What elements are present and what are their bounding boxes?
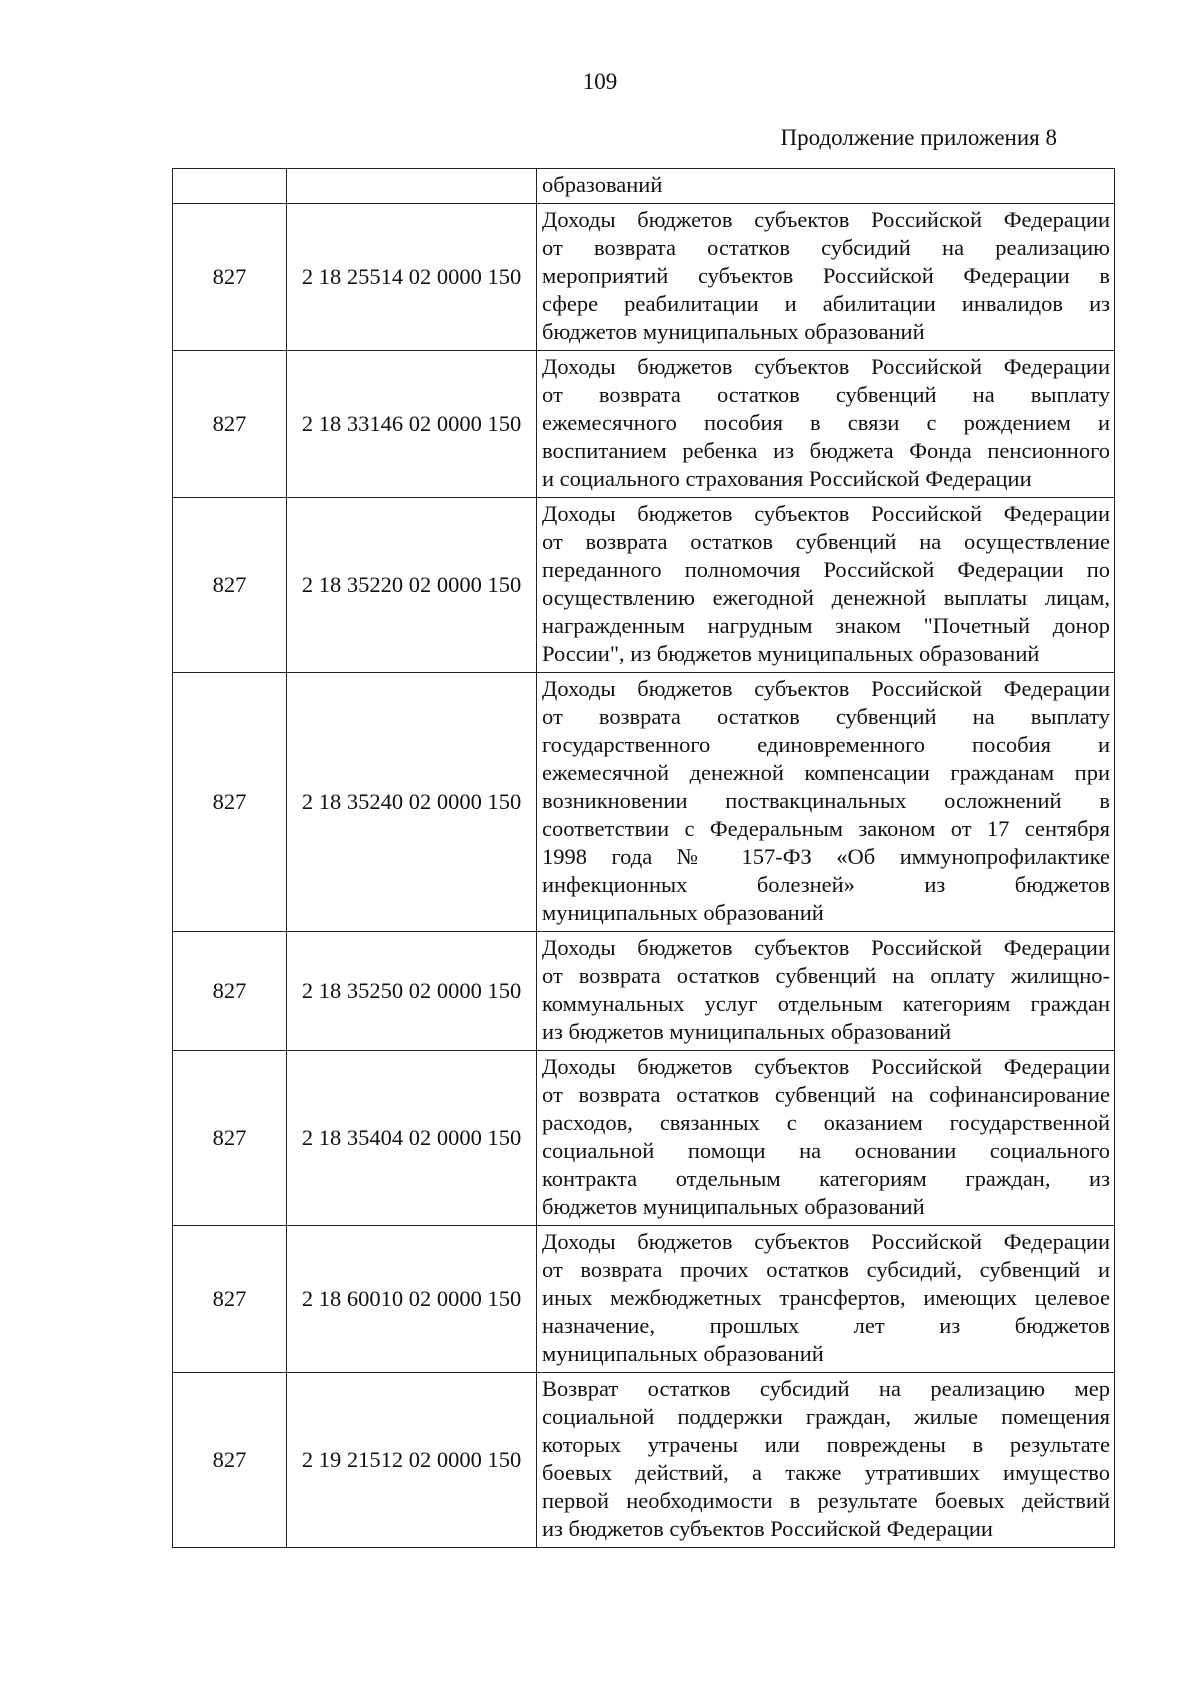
appendix-note: Продолжение приложения 8: [780, 125, 1057, 150]
admin-code-cell: 827: [173, 1051, 287, 1226]
revenue-description-cell: [537, 351, 1115, 498]
description-line: которых утрачены или повреждены в результате: [542, 1432, 1110, 1457]
description-line: Доходы бюджетов субъектов Российской Федерации: [542, 207, 1110, 232]
budget-classification-code-cell: 2 18 25514 02 0000 150: [287, 204, 537, 351]
description-line: ежемесячной денежной компенсации гражданам при: [542, 760, 1110, 785]
description-line: от возврата остатков субвенций на софинансирование: [542, 1082, 1110, 1107]
description-line: Доходы бюджетов субъектов Российской Федерации: [542, 354, 1110, 379]
budget-classification-code-cell: 2 18 35404 02 0000 150: [287, 1051, 537, 1226]
revenue-description-cell: [537, 169, 1115, 204]
revenue-description-cell: [537, 1051, 1115, 1226]
description-line: Доходы бюджетов субъектов Российской Федерации: [542, 676, 1110, 701]
description-line: первой необходимости в результате боевых действий: [542, 1488, 1110, 1513]
budget-classification-code-cell: 2 18 35250 02 0000 150: [287, 932, 537, 1051]
description-line: контракта отдельным категориям граждан, из: [542, 1166, 1110, 1191]
description-line: образований: [542, 172, 663, 197]
description-line: назначение, прошлых лет из бюджетов: [542, 1313, 1110, 1338]
budget-classification-code-cell: 2 18 35220 02 0000 150: [287, 498, 537, 673]
admin-code-cell: [173, 169, 287, 204]
description-line: из бюджетов муниципальных образований: [542, 1019, 952, 1044]
table-body: [173, 169, 1115, 1548]
description-line: от возврата остатков субвенций на выплату: [542, 704, 1110, 729]
description-line: награжденным нагрудным знаком "Почетный донор: [542, 613, 1110, 638]
description-line: коммунальных услуг отдельным категориям граждан: [542, 991, 1110, 1016]
revenue-description-cell: [537, 932, 1115, 1051]
description-line: из бюджетов субъектов Российской Федерации: [542, 1516, 993, 1541]
description-line: иных межбюджетных трансфертов, имеющих целевое: [542, 1285, 1110, 1310]
table-row: [173, 1226, 1115, 1373]
budget-classification-code-cell: 2 18 60010 02 0000 150: [287, 1226, 537, 1373]
description-line: муниципальных образований: [542, 1341, 824, 1366]
description-line: расходов, связанных с оказанием государственной: [542, 1110, 1110, 1135]
budget-classification-code-cell: 2 18 33146 02 0000 150: [287, 351, 537, 498]
budget-classification-code-cell: 2 19 21512 02 0000 150: [287, 1373, 537, 1548]
description-line: мероприятий субъектов Российской Федерации в: [542, 263, 1110, 288]
description-line: осуществлению ежегодной денежной выплаты лицам,: [542, 585, 1110, 610]
revenue-description-cell: [537, 1226, 1115, 1373]
table-row: [173, 351, 1115, 498]
description-line: социальной помощи на основании социального: [542, 1138, 1110, 1163]
admin-code-cell: 827: [173, 1226, 287, 1373]
admin-code-cell: 827: [173, 673, 287, 932]
description-line: и социального страхования Российской Федерации: [542, 466, 1032, 491]
description-line: инфекционных болезней» из бюджетов: [542, 872, 1110, 897]
description-line: Доходы бюджетов субъектов Российской Федерации: [542, 1229, 1110, 1254]
description-line: от возврата прочих остатков субсидий, субвенций и: [542, 1257, 1110, 1282]
revenue-description-cell: [537, 204, 1115, 351]
revenue-description-cell: [537, 1373, 1115, 1548]
description-line: от возврата остатков субсидий на реализацию: [542, 235, 1110, 260]
revenue-description-cell: [537, 673, 1115, 932]
admin-code-cell: 827: [173, 498, 287, 673]
table-row: [173, 169, 1115, 204]
description-line: Доходы бюджетов субъектов Российской Федерации: [542, 501, 1110, 526]
table-row: [173, 673, 1115, 932]
description-line: от возврата остатков субвенций на выплату: [542, 382, 1110, 407]
description-line: бюджетов муниципальных образований: [542, 319, 925, 344]
description-line: ежемесячного пособия в связи с рождением и: [542, 410, 1110, 435]
description-line: воспитанием ребенка из бюджета Фонда пенсионного: [542, 438, 1110, 463]
description-line: бюджетов муниципальных образований: [542, 1194, 925, 1219]
table-row: [173, 932, 1115, 1051]
description-line: социальной поддержки граждан, жилые помещения: [542, 1404, 1110, 1429]
description-line: переданного полномочия Российской Федерации по: [542, 557, 1110, 582]
description-line: Возврат остатков субсидий на реализацию мер: [542, 1376, 1110, 1401]
description-line: боевых действий, а также утративших имущество: [542, 1460, 1110, 1485]
page-number: 109: [582, 69, 618, 94]
budget-classification-code-cell: 2 18 35240 02 0000 150: [287, 673, 537, 932]
table-row: [173, 498, 1115, 673]
description-line: от возврата остатков субвенций на оплату жилищно-: [542, 963, 1110, 988]
table-row: [173, 1373, 1115, 1548]
table-row: [173, 204, 1115, 351]
admin-code-cell: 827: [173, 351, 287, 498]
table-row: [173, 1051, 1115, 1226]
description-line: соответствии с Федеральным законом от 17 сентября: [542, 816, 1110, 841]
description-line: возникновении поствакцинальных осложнений в: [542, 788, 1110, 813]
description-line: от возврата остатков субвенций на осуществление: [542, 529, 1110, 554]
admin-code-cell: 827: [173, 932, 287, 1051]
revenue-codes-table: [172, 168, 1115, 1548]
description-line: сфере реабилитации и абилитации инвалидов из: [542, 291, 1110, 316]
description-line: России", из бюджетов муниципальных образований: [542, 641, 1040, 666]
description-line: 1998 года № 157-ФЗ «Об иммунопрофилактике: [542, 844, 1110, 869]
budget-classification-code-cell: [287, 169, 537, 204]
description-line: муниципальных образований: [542, 900, 824, 925]
admin-code-cell: 827: [173, 204, 287, 351]
revenue-description-cell: [537, 498, 1115, 673]
description-line: Доходы бюджетов субъектов Российской Федерации: [542, 935, 1110, 960]
description-line: Доходы бюджетов субъектов Российской Федерации: [542, 1054, 1110, 1079]
description-line: государственного единовременного пособия и: [542, 732, 1110, 757]
admin-code-cell: 827: [173, 1373, 287, 1548]
